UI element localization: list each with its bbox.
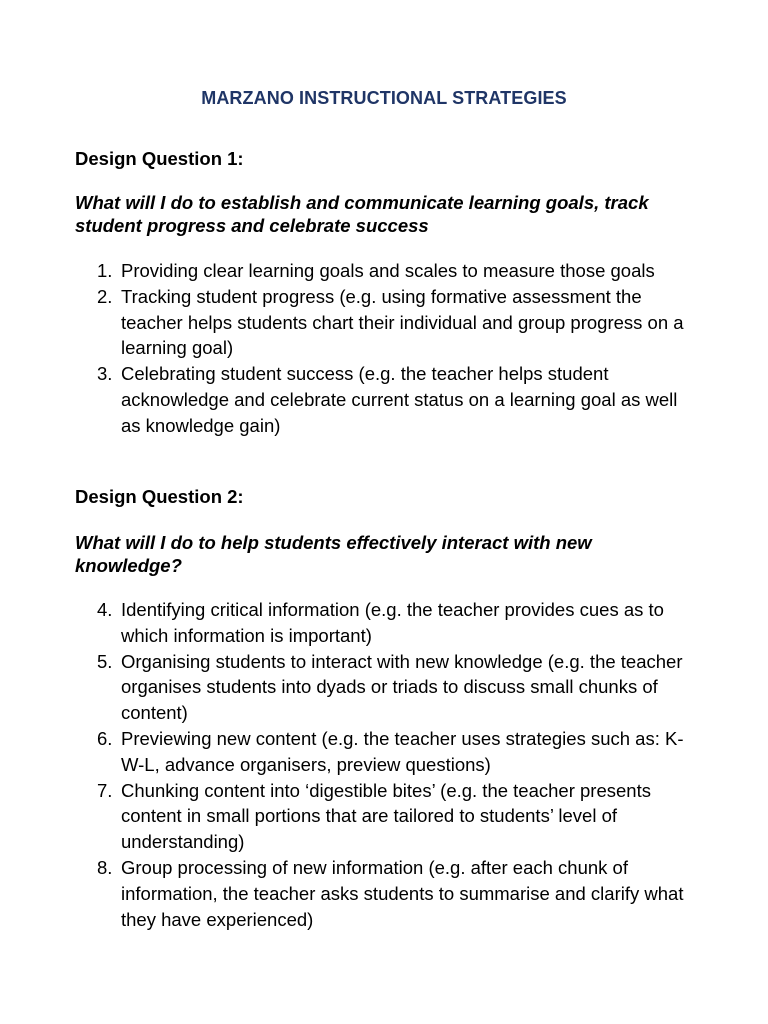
list-item-number: 1. [97, 260, 113, 281]
design-question-2-list [75, 597, 695, 932]
list-item-number: 2. [97, 285, 113, 307]
list-item-text: Identifying critical information (e.g. the teacher provides cues as to which information is important) [121, 599, 664, 646]
list-item [75, 597, 695, 649]
list-item [75, 778, 695, 855]
design-question-2-heading: Design Question 2: [75, 486, 244, 507]
list-item-number: 4. [97, 599, 113, 620]
list-item [75, 855, 695, 932]
design-question-2-text: What will I do to help students effectively interact with new knowledge? [75, 532, 592, 576]
list-item-number: 3. [97, 363, 113, 385]
list-item [75, 258, 695, 284]
list-item [75, 284, 695, 361]
design-question-1-list [75, 258, 695, 439]
list-item-number: 7. [97, 779, 113, 801]
list-item-text: Organising students to interact with new knowledge (e.g. the teacher organises students into dyads or triads to discuss small chunks of content) [121, 650, 683, 724]
list-item [75, 649, 695, 726]
list-item-text: Providing clear learning goals and scales to measure those goals [121, 260, 655, 281]
list-item [75, 361, 695, 438]
list-item-text: Chunking content into ‘digestible bites’ (e.g. the teacher presents content in small portions that are tailored to students’ level of understanding) [121, 779, 651, 853]
list-item-number: 5. [97, 650, 113, 672]
list-item-text: Tracking student progress (e.g. using formative assessment the teacher helps students chart their individual and group progress on a learning goal) [121, 285, 684, 359]
design-question-1-heading: Design Question 1: [75, 148, 244, 169]
list-item-number: 6. [97, 727, 113, 749]
list-item-text: Group processing of new information (e.g. after each chunk of information, the teacher asks students to summarise and clarify what they have experienced) [121, 856, 684, 930]
list-item-text: Previewing new content (e.g. the teacher uses strategies such as: K-W-L, advance organisers, preview questions) [121, 727, 684, 775]
design-question-1-text: What will I do to establish and communicate learning goals, track student progress and celebrate success [75, 192, 649, 236]
list-item [75, 726, 695, 778]
document-title: MARZANO INSTRUCTIONAL STRATEGIES [201, 88, 567, 108]
list-item-text: Celebrating student success (e.g. the teacher helps student acknowledge and celebrate current status on a learning goal as well as knowledge gain) [121, 363, 678, 436]
list-item-number: 8. [97, 856, 113, 878]
